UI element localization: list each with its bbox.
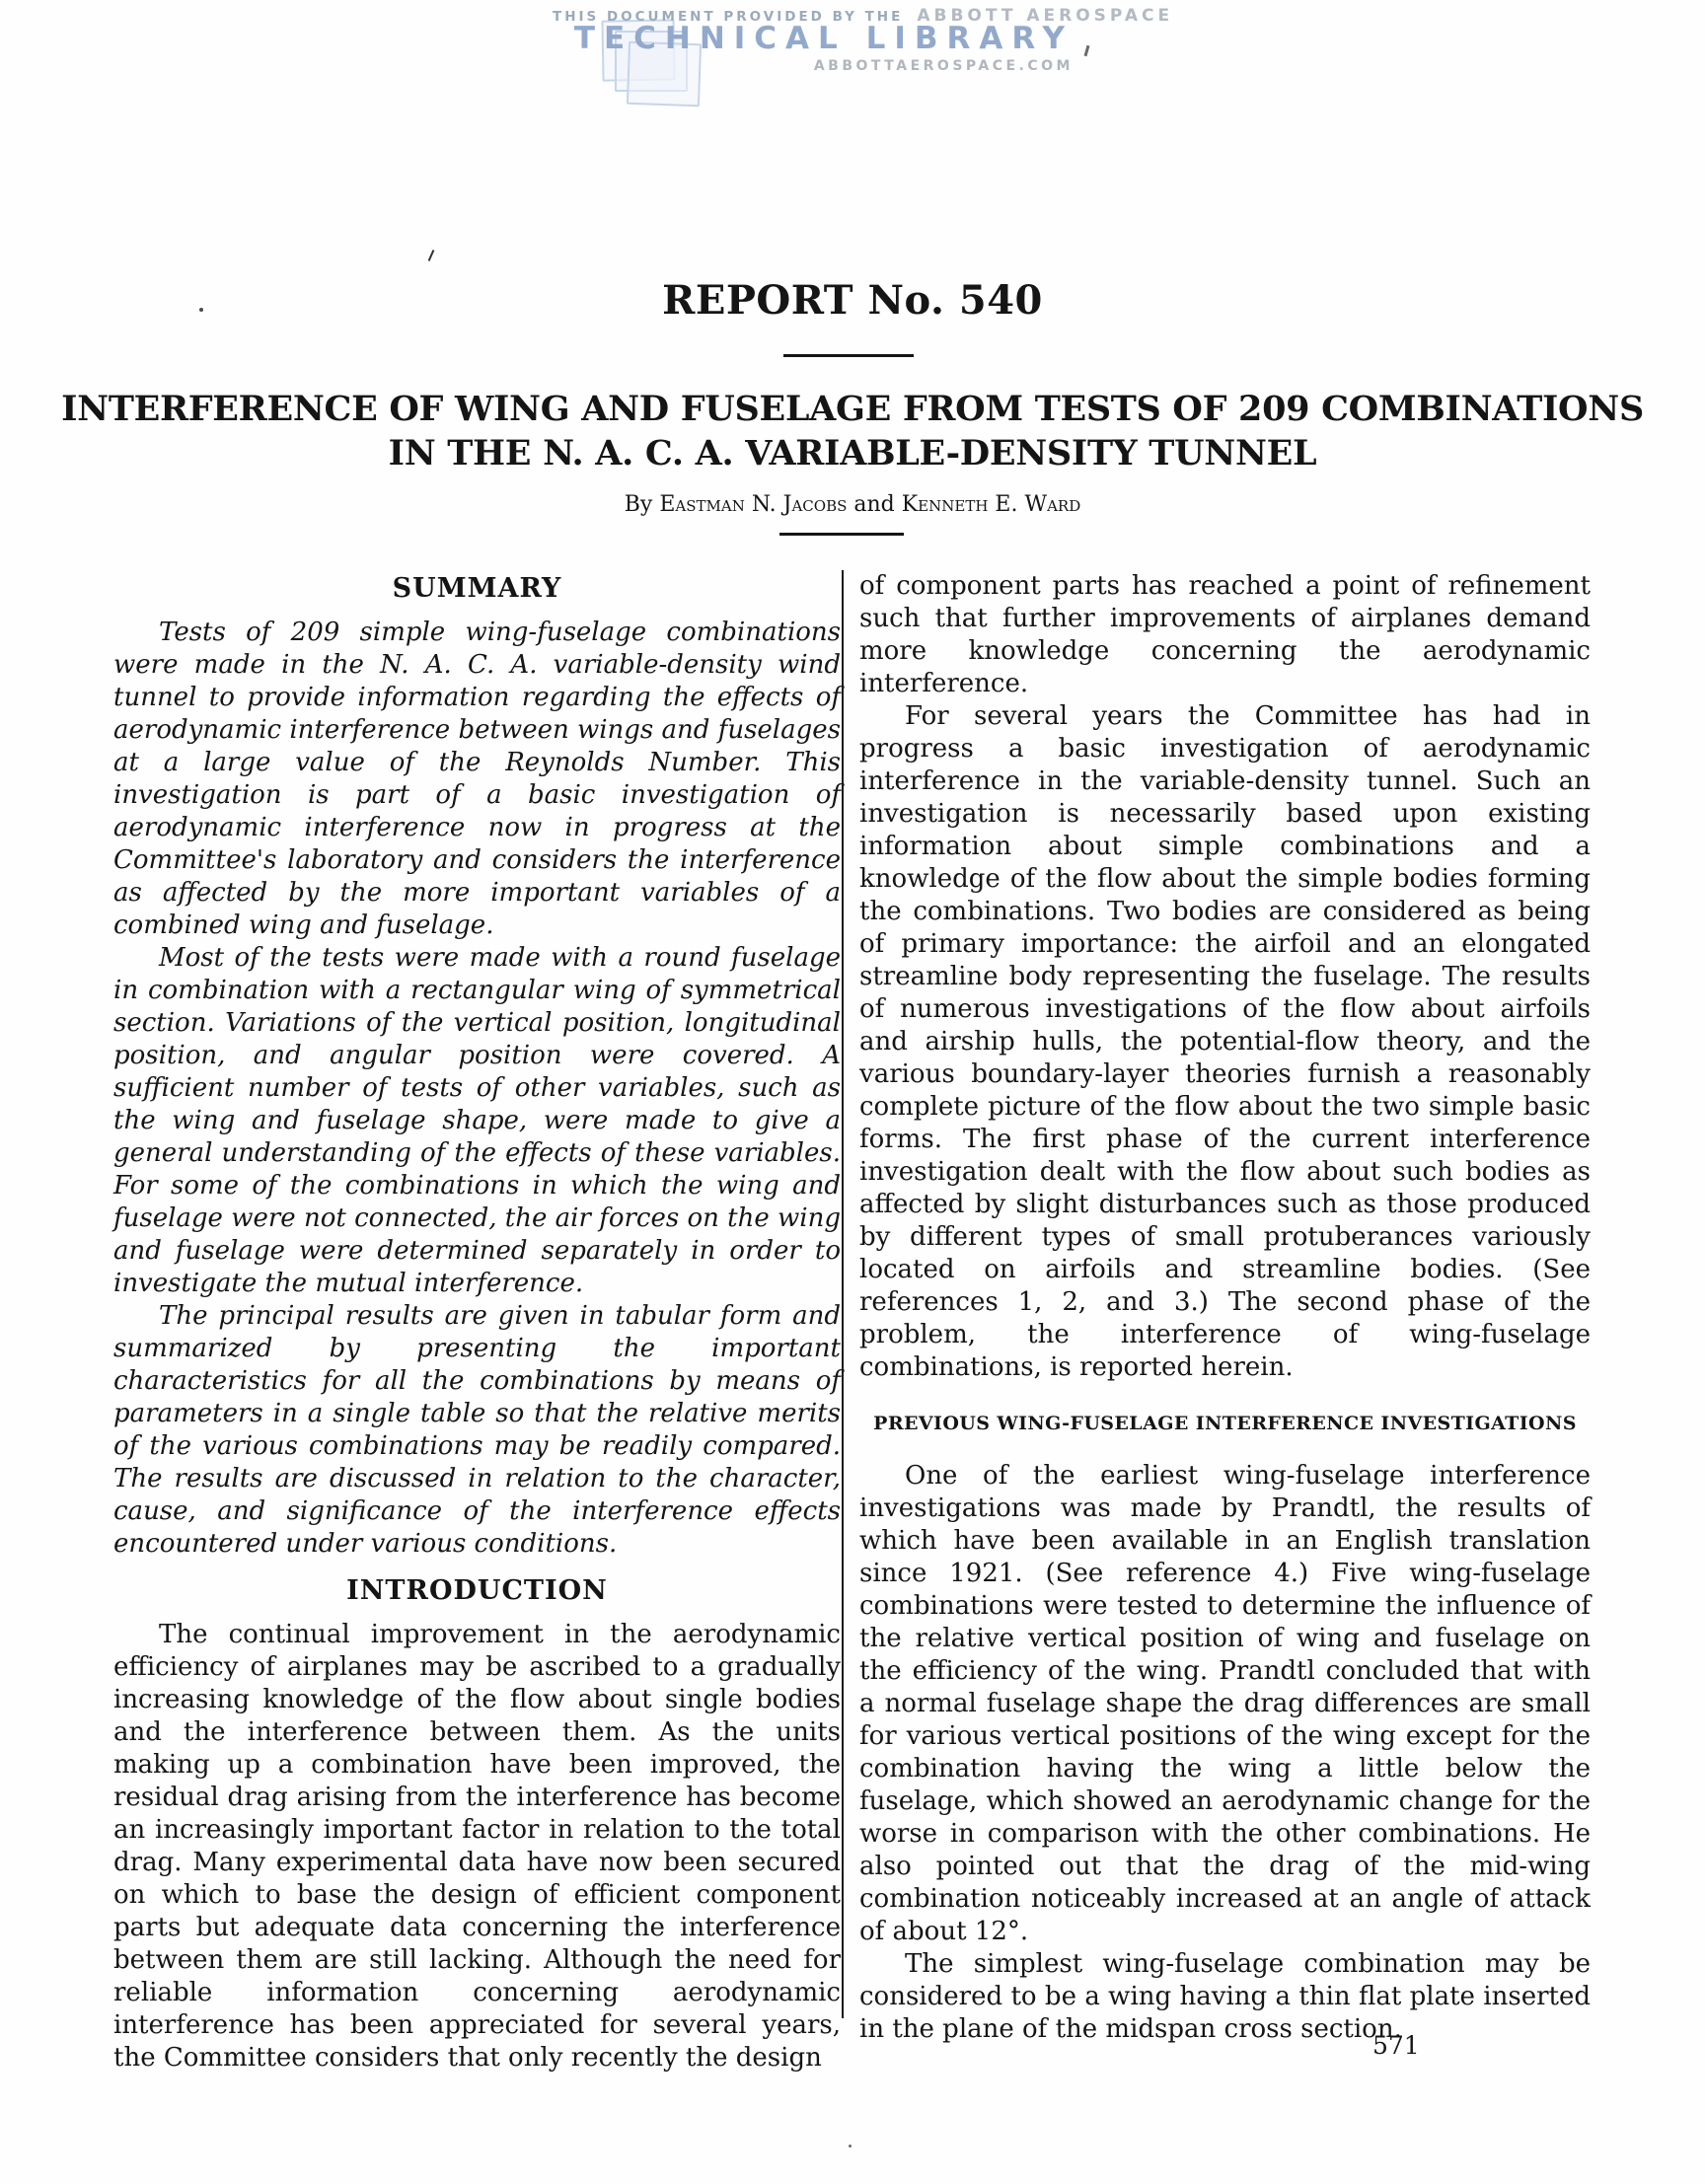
watermark-library-title: TECHNICAL LIBRARY bbox=[573, 21, 1074, 56]
body-paragraph: One of the earliest wing-fuselage interference investigations was made by Prandtl, the results of which have been available in an English translation since 1921. (See reference 4.) Five wing-fuselage combinations were tested to determine the influence of the relative vertical position of wing and fuselage on the efficiency of the wing. Prandtl concluded that with a normal fuselage shape the drag differences are small for various vertical positions of the wing except for the combination having the wing a little below the fuselage, which showed an aerodynamic change for the worse in comparison with the other combinations. He also pointed out that the drag of the mid-wing combination noticeably increased at an angle of attack of about 12°. bbox=[859, 1461, 1591, 1946]
report-number-rule bbox=[783, 354, 914, 357]
byline-prefix: By bbox=[624, 492, 660, 517]
column-divider-rule bbox=[842, 570, 844, 2018]
byline-conjunction: and bbox=[847, 492, 902, 517]
report-number: REPORT No. 540 bbox=[662, 277, 1043, 324]
body-paragraph: The simplest wing-fuselage combination may be considered to be a wing having a thin flat plate inserted in the plane of the midspan cross section. bbox=[859, 1949, 1591, 2044]
author-2: Kenneth E. Ward bbox=[901, 492, 1081, 517]
body-paragraph: of component parts has reached a point of refinement such that further improvements of airplanes demand more knowledge concerning the aerodynamic interference. bbox=[859, 571, 1591, 698]
summary-paragraph: Most of the tests were made with a round fuselage in combination with a rectangular wing of symmetrical section. Variations of the vertical position, longitudinal position, and angular position were covered. A sufficient number of tests of other variables, such as the wing and fuselage shape, were made to give a general understanding of the effects of these variables. For some of the combinations in which the wing and fuselage were not connected, the air forces on the wing and fuselage were determined separately in order to investigate the mutual interference. bbox=[113, 943, 841, 1298]
report-title-line1: INTERFERENCE OF WING AND FUSELAGE FROM TESTS OF 209 COMBINATIONS bbox=[61, 389, 1644, 429]
scan-artifact bbox=[199, 308, 203, 312]
right-column bbox=[859, 570, 1591, 2046]
left-column bbox=[113, 570, 841, 2075]
watermark-site-url: ABBOTTAEROSPACE.COM bbox=[813, 58, 1074, 74]
watermark-brand-text: ABBOTT AEROSPACE bbox=[917, 6, 1174, 26]
byline bbox=[0, 492, 1705, 517]
author-1: Eastman N. Jacobs bbox=[659, 492, 848, 517]
scan-artifact bbox=[428, 250, 435, 261]
previous-investigations-heading: PREVIOUS WING-FUSELAGE INTERFERENCE INVESTIGATIONS bbox=[873, 1413, 1577, 1434]
report-title bbox=[0, 387, 1705, 475]
introduction-paragraph: The continual improvement in the aerodynamic efficiency of airplanes may be ascribed to a gradually increasing knowledge of the flow about single bodies and the interference between them. As the units making up a combination have been improved, the residual drag arising from the interference has become an increasingly important factor in relation to the total drag. Many experimental data have now been secured on which to base the design of efficient component parts but adequate data concerning the interference between them are still lacking. Although the need for reliable information concerning aerodynamic interference has been appreciated for several years, the Committee considers that only recently the design bbox=[113, 1620, 841, 2073]
scan-artifact bbox=[849, 2145, 852, 2148]
byline-rule bbox=[779, 533, 904, 536]
watermark-provided-by-text: THIS DOCUMENT PROVIDED BY THE bbox=[553, 9, 904, 25]
page-number: 571 bbox=[1372, 2031, 1420, 2060]
library-watermark bbox=[0, 0, 1184, 128]
report-title-line2: IN THE N. A. C. A. VARIABLE-DENSITY TUNNEL bbox=[388, 433, 1317, 473]
summary-paragraph: Tests of 209 simple wing-fuselage combinations were made in the N. A. C. A. variable-density wind tunnel to provide information regarding the effects of aerodynamic interference between wings and fuselages at a large value of the Reynolds Number. This investigation is part of a basic investigation of aerodynamic interference now in progress at the Committee's laboratory and considers the interference as affected by the more important variables of a combined wing and fuselage. bbox=[113, 618, 841, 940]
body-paragraph: For several years the Committee has had in progress a basic investigation of aerodynamic interference in the variable-density tunnel. Such an investigation is necessarily based upon existing information about simple combinations and a knowledge of the flow about the simple bodies forming the combinations. Two bodies are considered as being of primary importance: the airfoil and an elongated streamline body representing the fuselage. The results of numerous investigations of the flow about airfoils and airship hulls, the potential-flow theory, and the various boundary-layer theories furnish a reasonably complete picture of the flow about the two simple basic forms. The first phase of the current interference investigation dealt with the flow about such bodies as affected by slight disturbances such as those produced by different types of small protuberances variously located on airfoils and streamline bodies. (See references 1, 2, and 3.) The second phase of the problem, the interference of wing-fuselage combinations, is reported herein. bbox=[859, 701, 1591, 1382]
introduction-heading: INTRODUCTION bbox=[346, 1575, 608, 1606]
summary-heading: SUMMARY bbox=[392, 573, 562, 604]
summary-paragraph: The principal results are given in tabular form and summarized by presenting the important characteristics for all the combinations by means of parameters in a single table so that the relative merits of the various combinations may be readily compared. The results are discussed in relation to the character, cause, and significance of the interference effects encountered under various conditions. bbox=[113, 1301, 841, 1559]
